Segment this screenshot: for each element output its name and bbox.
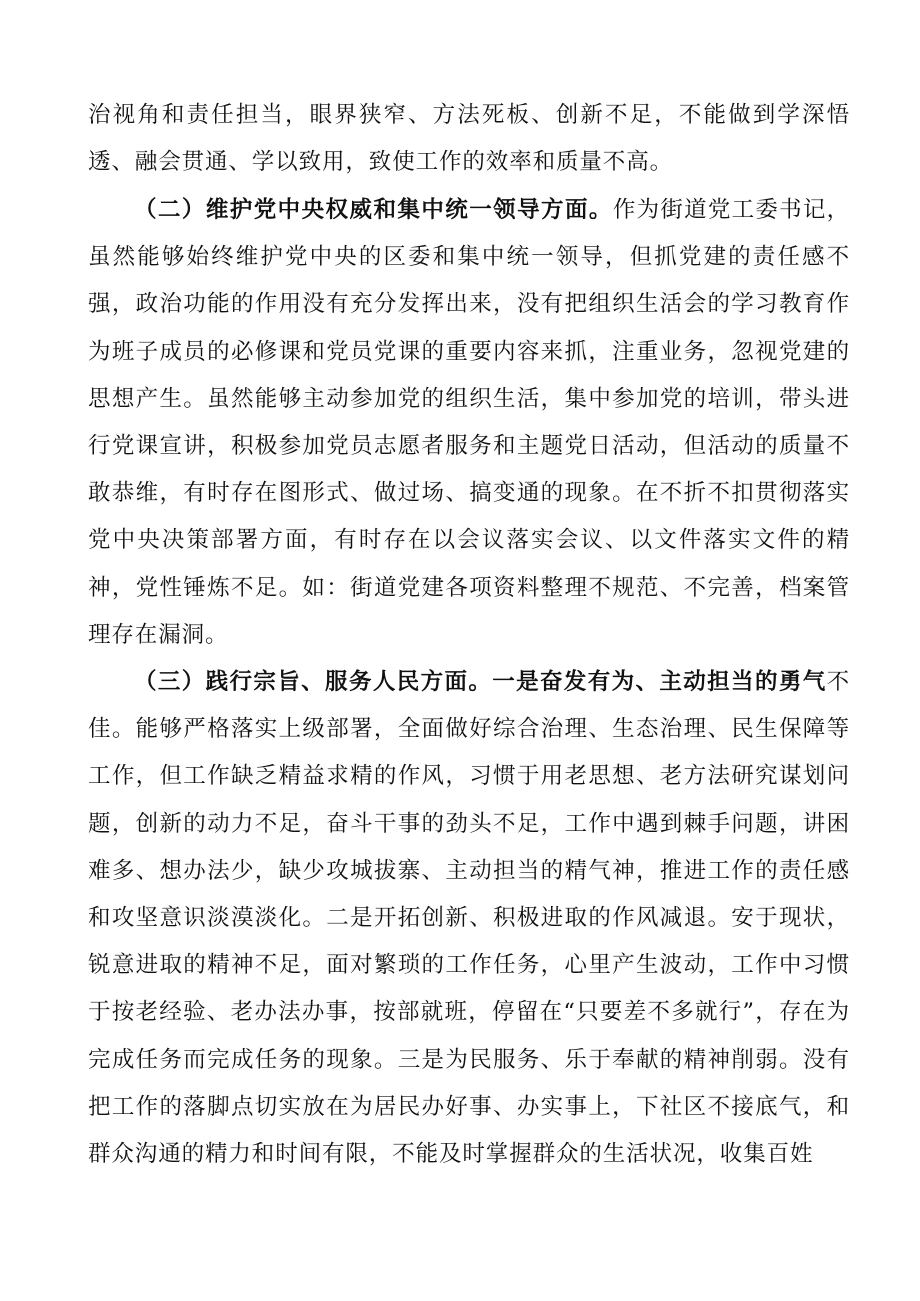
paragraph-section-two [88, 187, 850, 659]
section-heading: （三）践行宗旨、服务人民方面。一是奋发有为、主动担当的勇气 [134, 669, 827, 695]
section-heading: （二）维护党中央权威和集中统一领导方面。 [134, 197, 613, 223]
paragraph-body: 作为街道党工委书记，虽然能够始终维护党中央的区委和集中统一领导，但抓党建的责任感不强，政治功能的作用没有充分发挥出来，没有把组织生活会的学习教育作为班子成员的必修课和党员党课的重要内容来抓，注重业务，忽视党建的思想产生。虽然能够主动参加党的组织生活，集中参加党的培训，带头进行党课宣讲，积极参加党员志愿者服务和主题党日活动，但活动的质量不敢恭维，有时存在图形式、做过场、搞变通的现象。在不折不扣贯彻落实党中央决策部署方面，有时存在以会议落实会议、以文件落实文件的精神，党性锤炼不足。如：街道党建各项资料整理不规范、不完善，档案管理存在漏洞。 [88, 197, 850, 648]
paragraph-body: 治视角和责任担当，眼界狭窄、方法死板、创新不足，不能做到学深悟透、融会贯通、学以致用，致使工作的效率和质量不高。 [88, 102, 850, 176]
paragraph-body: 不佳。能够严格落实上级部署，全面做好综合治理、生态治理、民生保障等工作，但工作缺乏精益求精的作风，习惯于用老思想、老方法研究谋划问题，创新的动力不足，奋斗干事的劲头不足，工作中遇到棘手问题，讲困难多、想办法少，缺少攻城拔寨、主动担当的精气神，推进工作的责任感和攻坚意识淡漠淡化。二是开拓创新、积极进取的作风减退。安于现状，锐意进取的精神不足，面对繁琐的工作任务，心里产生波动，工作中习惯于按老经验、老办法办事，按部就班，停留在“只要差不多就行”，存在为完成任务而完成任务的现象。三是为民服务、乐于奉献的精神削弱。没有把工作的落脚点切实放在为居民办好事、办实事上，下社区不接底气，和群众沟通的精力和时间有限，不能及时掌握群众的生活状况，收集百姓 [88, 669, 850, 1168]
paragraph-continuation [88, 92, 850, 186]
paragraph-section-three [88, 659, 850, 1178]
